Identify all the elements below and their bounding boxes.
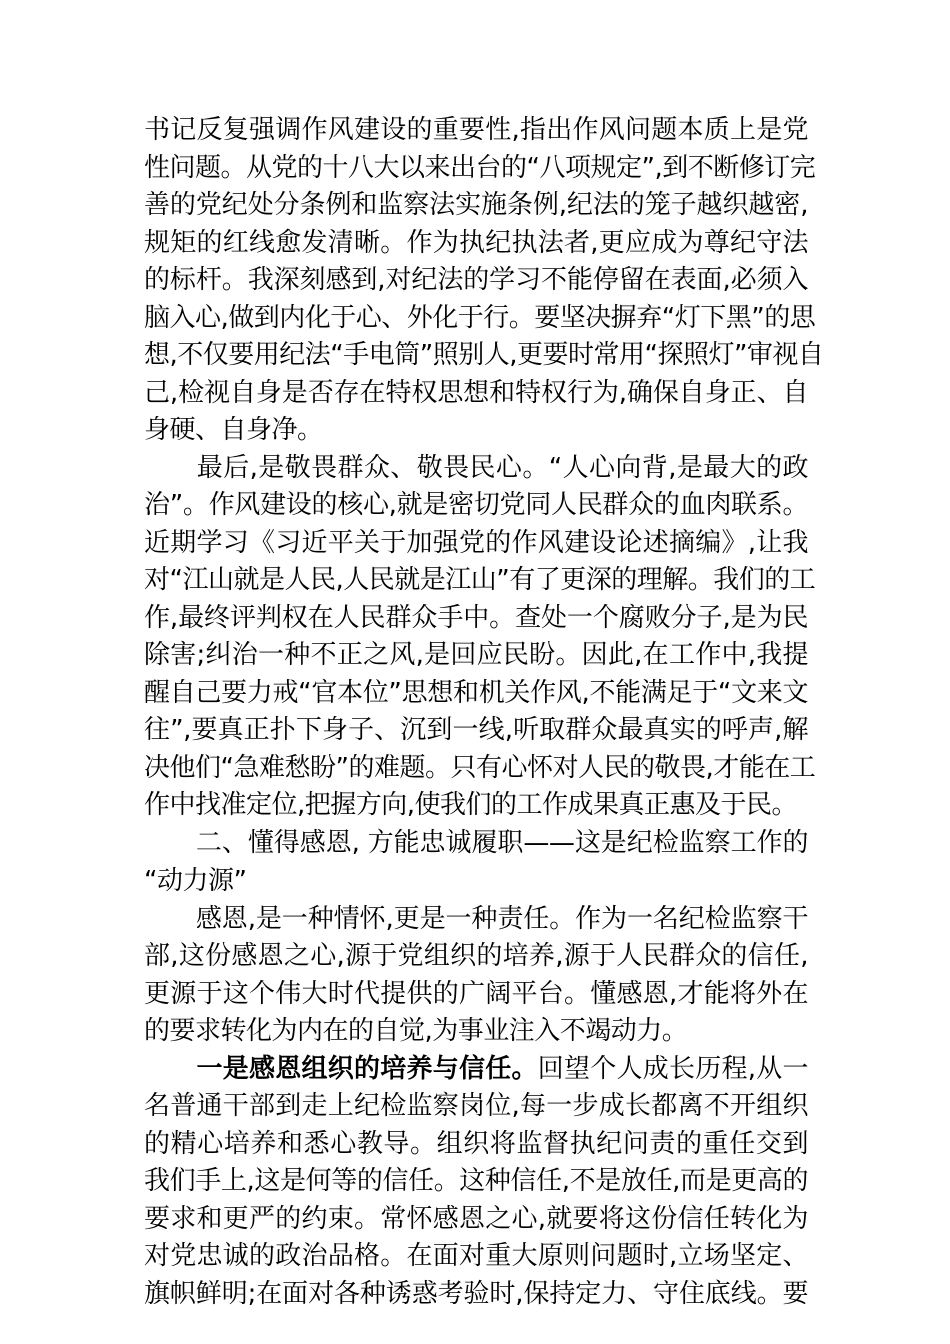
- text-line: [144, 1051, 808, 1089]
- text-line: 旗帜鲜明;在面对各种诱惑考验时,保持定力、守住底线。要: [144, 1278, 808, 1309]
- text-line: 的精心培养和悉心教导。组织将监督执纪问责的重任交到: [144, 1128, 808, 1159]
- text-line: 善的党纪处分条例和监察法实施条例,纪法的笼子越织越密,: [144, 190, 808, 220]
- text-line: 要求和更严的约束。常怀感恩之心,就要将这份信任转化为: [144, 1203, 808, 1234]
- section-heading-line: “动力源”: [144, 865, 247, 896]
- text-line: 近期学习《习近平关于加强党的作风建设论述摘编》,让我: [144, 527, 808, 558]
- text-line: 脑入心,做到内化于心、外化于行。要坚决摒弃“灯下黑”的思: [144, 302, 816, 333]
- text-line: 部,这份感恩之心,源于党组织的培养,源于人民群众的信任,: [144, 941, 808, 971]
- text-line: 往”,要真正扑下身子、沉到一线,听取群众最真实的呼声,解: [144, 715, 808, 745]
- section-heading-line: 二、懂得感恩, 方能忠诚履职——这是纪检监察工作的: [144, 827, 808, 858]
- text-line: 的标杆。我深刻感到,对纪法的学习不能停留在表面,必须入: [144, 265, 808, 295]
- text-line: 作,最终评判权在人民群众手中。查处一个腐败分子,是为民: [144, 602, 808, 633]
- document-page: [144, 112, 824, 1313]
- text-line: 更源于这个伟大时代提供的广阔平台。懂感恩,才能将外在: [144, 978, 808, 1009]
- text-line: 对党忠诚的政治品格。在面对重大原则问题时,立场坚定、: [144, 1241, 808, 1271]
- text-line: 对“江山就是人民,人民就是江山”有了更深的理解。我们的工: [144, 565, 816, 595]
- text-line: 感恩,是一种情怀,更是一种责任。作为一名纪检监察干: [144, 903, 808, 934]
- text-line: 性问题。从党的十八大以来出台的“八项规定”,到不断修订完: [144, 152, 816, 183]
- text-line: 治”。作风建设的核心,就是密切党同人民群众的血肉联系。: [144, 490, 808, 520]
- text-line: 我们手上,这是何等的信任。这种信任,不是放任,而是更高的: [144, 1166, 808, 1196]
- text-run: 回望个人成长历程,从一: [537, 1053, 808, 1084]
- bold-lead-in: 一是感恩组织的培养与信任。: [144, 1053, 538, 1084]
- text-line: 醒自己要力戒“官本位”思想和机关作风,不能满足于“文来文: [144, 677, 808, 708]
- text-line: 想,不仅要用纪法“手电筒”照别人,更要时常用“探照灯”审视自: [144, 340, 824, 370]
- text-line: 身硬、自身净。: [144, 415, 323, 445]
- text-line: 决他们“急难愁盼”的难题。只有心怀对人民的敬畏,才能在工: [144, 752, 816, 783]
- text-line: 名普通干部到走上纪检监察岗位,每一步成长都离不开组织: [144, 1091, 808, 1121]
- text-line: 规矩的红线愈发清晰。作为执纪执法者,更应成为尊纪守法: [144, 227, 808, 258]
- text-line: 书记反复强调作风建设的重要性,指出作风问题本质上是党: [144, 115, 808, 145]
- text-line: 作中找准定位,把握方向,使我们的工作成果真正惠及于民。: [144, 790, 798, 820]
- text-line: 最后,是敬畏群众、敬畏民心。“人心向背,是最大的政: [144, 452, 808, 483]
- text-line: 除害;纠治一种不正之风,是回应民盼。因此,在工作中,我提: [144, 640, 808, 670]
- text-line: 己,检视自身是否存在特权思想和特权行为,确保自身正、自: [144, 377, 808, 408]
- text-line: 的要求转化为内在的自觉,为事业注入不竭动力。: [144, 1016, 688, 1046]
